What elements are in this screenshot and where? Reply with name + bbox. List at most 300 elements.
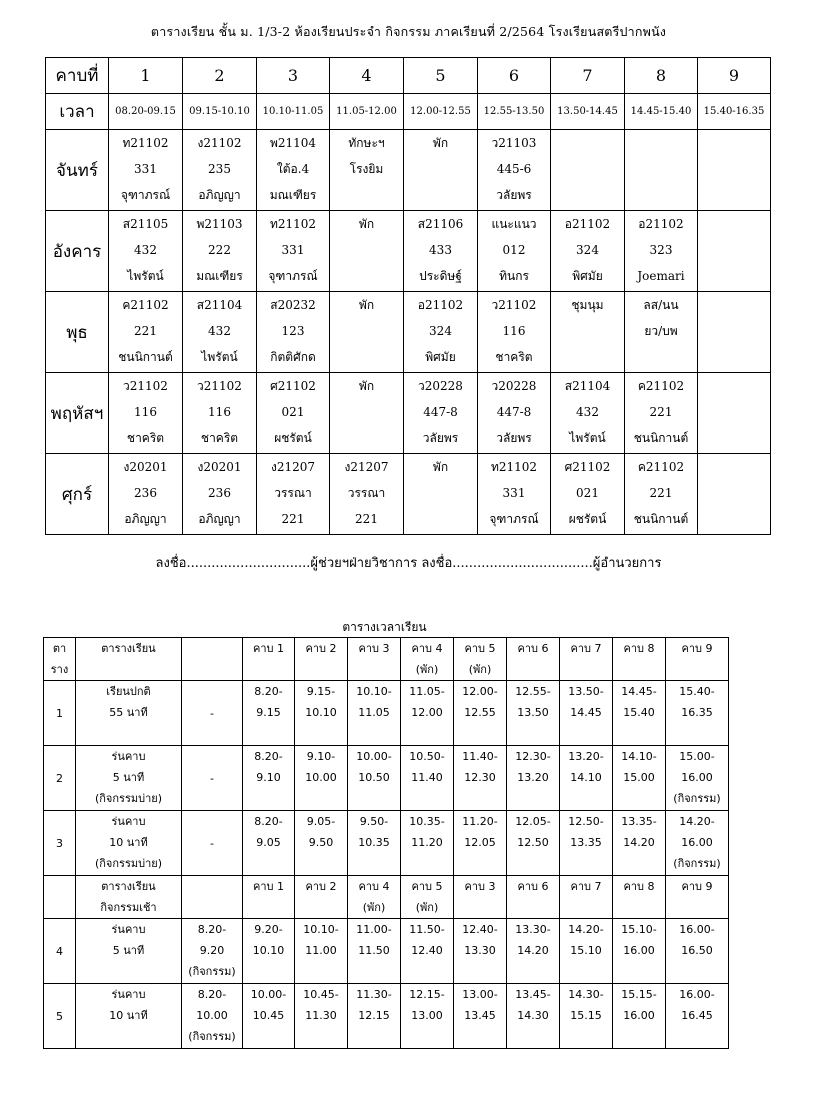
period-time-range <box>295 919 348 984</box>
cell-text: ราง <box>50 663 69 676</box>
cell-text: 10 นาที <box>109 1009 148 1022</box>
cell-line: ชาคริต <box>495 350 533 364</box>
cell-text: (กิจกรรม) <box>188 965 236 978</box>
table-name <box>76 984 182 1049</box>
period-time-range <box>507 919 560 984</box>
schedule-cell <box>257 373 330 454</box>
cell-text: 10.35- <box>409 815 445 828</box>
schedule-cell <box>183 454 257 535</box>
cell-line <box>698 399 770 425</box>
period-number: 1 <box>109 58 183 94</box>
cell-text: (กิจกรรม) <box>673 792 721 805</box>
period-header <box>454 876 507 919</box>
cell-line <box>698 263 770 289</box>
cell-line: ว20228 <box>491 379 537 393</box>
period-time-range <box>666 811 729 876</box>
period-time: 09.15-10.10 <box>183 94 257 130</box>
cell-line: 221 <box>281 512 305 526</box>
cell-text: 10.50 <box>358 771 390 784</box>
cell-line: ชนนิกานต์ <box>633 431 689 445</box>
cell-line: 221 <box>649 405 673 419</box>
period-time-range <box>454 811 507 876</box>
cell-line: 331 <box>281 243 305 257</box>
schedule-cell <box>183 211 257 292</box>
cell-line: พัก <box>432 136 449 150</box>
cell-text: ตารางเรียน <box>101 880 156 893</box>
cell-text: 5 นาที <box>112 771 145 784</box>
cell-line <box>698 344 770 370</box>
cell-line <box>698 211 770 237</box>
cell-text: 14.20- <box>679 815 715 828</box>
cell-line: ว20228 <box>418 379 463 393</box>
cell-line: ง20201 <box>123 460 168 474</box>
cell-text: 5 นาที <box>112 944 145 957</box>
cell-text: 10.00 <box>196 1009 228 1022</box>
cell-text: 16.00 <box>681 771 713 784</box>
cell-text: 11.20- <box>462 815 498 828</box>
table-name-header <box>76 638 182 681</box>
period-time-range <box>454 919 507 984</box>
table-no-header <box>44 638 76 681</box>
cell-text: 10.35 <box>358 836 390 849</box>
cell-text: 9.15 <box>256 706 281 719</box>
cell-line <box>698 373 770 399</box>
cell-line: ทักษะฯ <box>348 136 385 150</box>
cell-line: 331 <box>134 162 157 176</box>
period-number: 4 <box>330 58 404 94</box>
cell-text: 11.20 <box>411 836 443 849</box>
cell-line: ท21102 <box>122 136 169 150</box>
cell-text: 15.15 <box>570 1009 602 1022</box>
cell-text: 13.50 <box>517 706 549 719</box>
cell-text: 15.40- <box>679 685 715 698</box>
cell-line: 432 <box>576 405 599 419</box>
period-time-range <box>243 984 295 1049</box>
period-header <box>243 638 295 681</box>
cell-line: 447-8 <box>423 405 458 419</box>
period-header <box>507 876 560 919</box>
period-time-range <box>348 746 401 811</box>
cell-text: 10.10 <box>252 944 285 957</box>
schedule-title: ตารางเรียน ชั้น ม. 1/3-2 ห้องเรียนประจำ กิจกรรม ภาคเรียนที่ 2/2564 โรงเรียนสตรีปากพนัง <box>150 24 667 39</box>
cell-line: ผชรัตน์ <box>568 512 607 526</box>
cell-text: 10.00- <box>356 750 392 763</box>
period-time-range <box>243 811 295 876</box>
cell-line <box>330 182 403 208</box>
cell-text: 1 <box>56 706 63 720</box>
cell-text: 15.10 <box>570 944 602 957</box>
cell-text: 8.20- <box>254 685 283 698</box>
cell-line: พิศมัย <box>425 350 456 364</box>
cell-line <box>551 318 624 344</box>
period-time-range <box>454 681 507 746</box>
schedule-cell <box>257 292 330 373</box>
cell-line: 432 <box>208 324 231 338</box>
cell-line: 324 <box>576 243 599 257</box>
cell-line: ท21102 <box>490 460 538 474</box>
period-time: 08.20-09.15 <box>109 94 183 130</box>
schedule-cell <box>404 130 478 211</box>
cell-line: จุฑาภรณ์ <box>489 512 539 526</box>
cell-line: ผชรัตน์ <box>274 431 312 445</box>
cell-text: 10.45- <box>303 988 339 1001</box>
period-time-range <box>401 746 454 811</box>
period-time-range <box>243 681 295 746</box>
cell-text: - <box>210 706 214 720</box>
period-header-label: คาบที่ <box>46 58 109 94</box>
cell-text: (พัก) <box>415 663 439 676</box>
cell-line: พัก <box>358 379 375 393</box>
activity-time <box>182 919 243 984</box>
schedule-cell <box>478 454 551 535</box>
cell-line: พัก <box>432 460 449 474</box>
day-row <box>46 373 771 454</box>
cell-line <box>698 182 770 208</box>
cell-line: พิศมัย <box>572 269 603 283</box>
cell-line <box>625 182 697 208</box>
cell-line <box>625 130 697 156</box>
schedule-cell <box>551 292 625 373</box>
cell-line: 432 <box>134 243 157 257</box>
cell-text: 9.10- <box>306 750 336 763</box>
cell-text: 12.00 <box>411 706 443 719</box>
schedule-cell <box>625 211 698 292</box>
period-time: 13.50-14.45 <box>551 94 625 130</box>
cell-text: 10.45 <box>252 1009 285 1022</box>
period-header <box>401 876 454 919</box>
class-schedule-table <box>45 57 771 535</box>
cell-text: ร่นคาบ <box>111 988 146 1001</box>
period-time-range <box>348 811 401 876</box>
period-header <box>560 876 613 919</box>
period-time-range <box>560 984 613 1049</box>
cell-line: ประดิษฐ์ <box>419 269 462 283</box>
schedule-cell <box>698 454 771 535</box>
cell-line <box>551 156 624 182</box>
cell-line: 116 <box>502 324 526 338</box>
period-time-range <box>348 984 401 1049</box>
cell-line <box>698 506 770 532</box>
period-time-range <box>613 681 666 746</box>
period-time-range <box>613 919 666 984</box>
table-name <box>76 811 182 876</box>
cell-line <box>404 480 477 506</box>
cell-line: ว21102 <box>197 379 242 393</box>
schedule-cell <box>109 211 183 292</box>
schedule-cell <box>257 454 330 535</box>
period-time-range <box>243 746 295 811</box>
cell-text: 10.00- <box>250 988 287 1001</box>
cell-line: 235 <box>208 162 231 176</box>
cell-line: 331 <box>502 486 526 500</box>
cell-text: 2 <box>56 771 63 785</box>
cell-text: (กิจกรรม) <box>188 1030 236 1043</box>
cell-text: 11.05 <box>358 706 390 719</box>
cell-line: โรงยิม <box>349 162 384 176</box>
period-number: 7 <box>551 58 625 94</box>
cell-text: 13.00 <box>411 1009 443 1022</box>
cell-text: 14.45- <box>621 685 657 698</box>
period-time-range <box>560 919 613 984</box>
cell-line: ส20232 <box>270 298 316 312</box>
schedule-cell <box>478 292 551 373</box>
period-time-range <box>666 681 729 746</box>
table-name <box>76 681 182 746</box>
cell-text: 14.45 <box>570 706 602 719</box>
cell-text: 13.20- <box>568 750 604 763</box>
cell-text: ตา <box>52 642 67 655</box>
period-time-range <box>507 984 560 1049</box>
time-table-title: ตารางเวลาเรียน <box>342 620 427 634</box>
cell-text: 13.35 <box>570 836 602 849</box>
period-header <box>295 876 348 919</box>
cell-line: ส21106 <box>417 217 464 231</box>
period-number: 6 <box>478 58 551 94</box>
cell-line <box>330 399 403 425</box>
cell-line <box>551 130 624 156</box>
cell-text: 16.50 <box>681 944 713 957</box>
cell-text: 8.20- <box>254 815 283 828</box>
day-name: พุธ <box>46 292 109 373</box>
cell-text: 11.00- <box>356 923 392 936</box>
period-time-range <box>666 746 729 811</box>
day-name: ศุกร์ <box>46 454 109 535</box>
cell-line <box>330 425 403 451</box>
schedule-cell <box>625 292 698 373</box>
time-header-label: เวลา <box>46 94 109 130</box>
period-time-range <box>295 681 348 746</box>
cell-text: 16.00 <box>681 836 713 849</box>
period-number: 9 <box>698 58 771 94</box>
cell-text: 12.40 <box>411 944 443 957</box>
period-number: 3 <box>257 58 330 94</box>
period-time-range <box>560 811 613 876</box>
cell-line: จุฑาภรณ์ <box>268 269 318 283</box>
period-header <box>454 638 507 681</box>
cell-line: ใต้อ.4 <box>276 162 310 176</box>
activity-time <box>182 681 243 746</box>
cell-text: 9.15- <box>306 685 336 698</box>
cell-text: 14.10 <box>570 771 602 784</box>
schedule-cell <box>625 454 698 535</box>
period-time-range <box>295 746 348 811</box>
cell-line: ไพรัตน์ <box>127 269 164 283</box>
cell-text: 10.00 <box>305 771 337 784</box>
day-row <box>46 454 771 535</box>
period-time-range <box>666 984 729 1049</box>
cell-text: คาบ 4 <box>358 880 390 893</box>
cell-line: แนะแนว <box>491 217 537 231</box>
cell-text: 11.50- <box>409 923 445 936</box>
period-time: 15.40-16.35 <box>698 94 771 130</box>
activity-time <box>182 746 243 811</box>
period-time-range <box>401 681 454 746</box>
schedule-cell <box>551 211 625 292</box>
cell-text: 12.50 <box>517 836 549 849</box>
cell-text: 9.50 <box>308 836 334 849</box>
cell-text: 13.50- <box>568 685 604 698</box>
cell-text: 8.20- <box>254 750 283 763</box>
cell-text: 12.30- <box>515 750 551 763</box>
cell-line: ง20201 <box>197 460 242 474</box>
schedule-cell <box>404 373 478 454</box>
period-header <box>666 876 729 919</box>
schedule-cell <box>698 292 771 373</box>
cell-line <box>698 425 770 451</box>
table-name <box>76 919 182 984</box>
schedule-cell <box>698 211 771 292</box>
cell-line: อภิญญา <box>198 512 241 526</box>
cell-line: จุฑาภรณ์ <box>120 188 171 202</box>
cell-line: พัก <box>358 217 375 231</box>
cell-text: 10.10- <box>303 923 339 936</box>
period-time-range <box>295 811 348 876</box>
cell-line: ทินกร <box>499 269 529 283</box>
signature-line: ลงชื่อ..............................ผู้ช่วยฯฝ่ายวิชาการ ลงชื่อ..................................ผู้อำนวยการ <box>155 556 662 571</box>
cell-line <box>625 156 697 182</box>
cell-text: กิจกรรมเช้า <box>100 901 157 914</box>
period-time-range <box>613 984 666 1049</box>
schedule-cell <box>257 211 330 292</box>
activity-header <box>182 638 243 681</box>
cell-text: 11.30- <box>356 988 392 1001</box>
cell-line: 236 <box>134 486 157 500</box>
cell-line <box>330 237 403 263</box>
cell-text: 4 <box>56 944 63 958</box>
cell-line: 323 <box>649 243 673 257</box>
cell-line: Joemari <box>637 269 685 283</box>
cell-text: 12.55 <box>464 706 496 719</box>
cell-text: (พัก) <box>468 663 492 676</box>
cell-line <box>698 156 770 182</box>
cell-text: 8.20- <box>197 923 227 936</box>
schedule-cell <box>257 130 330 211</box>
cell-text: - <box>210 836 214 850</box>
cell-text: คาบ 7 <box>570 642 602 655</box>
period-time: 14.45-15.40 <box>625 94 698 130</box>
cell-text: ร่นคาบ <box>111 923 146 936</box>
cell-text: 10.10 <box>305 706 337 719</box>
cell-line: อ21102 <box>564 217 611 231</box>
period-time-range <box>454 984 507 1049</box>
cell-text: 12.15- <box>409 988 445 1001</box>
period-time-range <box>507 746 560 811</box>
cell-line: 123 <box>281 324 305 338</box>
period-time-range <box>243 919 295 984</box>
time-table-header-row <box>44 638 729 681</box>
cell-text: 15.00 <box>623 771 655 784</box>
schedule-cell <box>330 454 404 535</box>
cell-line: พ21103 <box>196 217 243 231</box>
period-header <box>613 876 666 919</box>
cell-text: คาบ 2 <box>305 642 337 655</box>
day-row <box>46 130 771 211</box>
period-time-range <box>560 746 613 811</box>
period-header <box>243 876 295 919</box>
cell-line <box>625 344 697 370</box>
period-time-range <box>507 681 560 746</box>
cell-line: ไพรัตน์ <box>569 431 606 445</box>
table-name <box>76 746 182 811</box>
schedule-cell <box>625 130 698 211</box>
cell-line: 324 <box>429 324 452 338</box>
schedule-cell <box>183 373 257 454</box>
table-no <box>44 681 76 746</box>
table-no <box>44 811 76 876</box>
cell-text: คาบ 5 <box>464 642 496 655</box>
cell-line: 445-6 <box>496 162 532 176</box>
schedule-cell <box>109 130 183 211</box>
cell-line: ไพรัตน์ <box>201 350 238 364</box>
cell-line: ง21207 <box>344 460 389 474</box>
cell-line: 012 <box>502 243 526 257</box>
cell-line: 236 <box>208 486 231 500</box>
schedule-cell <box>404 211 478 292</box>
cell-text: 12.00- <box>462 685 498 698</box>
cell-text: 16.35 <box>681 706 713 719</box>
cell-text: 15.15- <box>621 988 657 1001</box>
cell-text: คาบ 8 <box>623 642 655 655</box>
day-name: พฤหัสฯ <box>46 373 109 454</box>
time-table-row <box>44 681 729 746</box>
period-time-range <box>613 746 666 811</box>
cell-line: ชุมนุม <box>571 298 604 312</box>
cell-text: คาบ 9 <box>681 880 713 893</box>
cell-text: คาบ 6 <box>517 880 549 893</box>
period-time: 11.05-12.00 <box>330 94 404 130</box>
cell-line <box>404 156 477 182</box>
cell-line: ศ21102 <box>270 379 316 393</box>
period-time-range <box>507 811 560 876</box>
cell-text: 12.30 <box>464 771 496 784</box>
cell-text: 16.00 <box>623 944 655 957</box>
cell-text: 16.00- <box>679 923 715 936</box>
schedule-cell <box>330 211 404 292</box>
schedule-cell <box>109 292 183 373</box>
period-number: 2 <box>183 58 257 94</box>
cell-text: 9.20- <box>254 923 283 936</box>
cell-text: 16.00 <box>623 1009 655 1022</box>
cell-line: วลัยพร <box>496 431 532 445</box>
cell-line <box>551 344 624 370</box>
cell-text: 15.10- <box>621 923 657 936</box>
day-row <box>46 292 771 373</box>
day-row <box>46 211 771 292</box>
schedule-cell <box>698 373 771 454</box>
period-time-range <box>454 746 507 811</box>
cell-text: คาบ 9 <box>681 642 713 655</box>
table-no <box>44 984 76 1049</box>
period-time-range <box>348 681 401 746</box>
period-time-range <box>401 984 454 1049</box>
cell-text: 13.45- <box>515 988 551 1001</box>
cell-text: 13.30- <box>515 923 551 936</box>
cell-line: ง21207 <box>270 460 316 474</box>
cell-line: ง21102 <box>197 136 242 150</box>
period-header <box>666 638 729 681</box>
cell-line: อ21102 <box>417 298 464 312</box>
cell-line: ว21102 <box>491 298 537 312</box>
cell-line: วลัยพร <box>496 188 532 202</box>
day-name: อังคาร <box>46 211 109 292</box>
cell-line <box>698 237 770 263</box>
cell-text: 3 <box>56 836 63 850</box>
cell-text: 16.00- <box>679 988 715 1001</box>
cell-text: 15.00- <box>679 750 715 763</box>
schedule-cell <box>109 454 183 535</box>
schedule-cell <box>109 373 183 454</box>
cell-line <box>698 480 770 506</box>
